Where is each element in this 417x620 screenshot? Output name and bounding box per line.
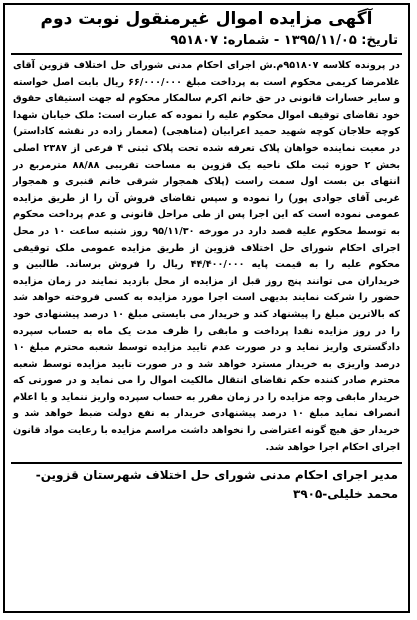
number-label: شماره: <box>222 33 270 48</box>
header-divider <box>11 53 402 55</box>
signature-name: محمد خلیلی-۳۹۰۵ <box>293 487 398 502</box>
signature-block <box>5 466 408 504</box>
meta-separator: - <box>273 33 280 48</box>
notice-meta <box>5 32 408 50</box>
notice-title: آگهی مزایده اموال غیرمنقول نوبت دوم <box>40 9 373 29</box>
signature-divider <box>11 462 402 464</box>
auction-notice <box>3 3 410 613</box>
notice-body: در پرونده کلاسه ۹۵۱۸۰۷م.ش اجرای احکام مدنی شورای حل اختلاف قزوین آقای غلامرضا کریمی محکوم است به پرداخت مبلغ ۶۶/۰۰۰/۰۰۰ ریال بابت اصل خواسته و سایر خسارات قانونی در حق خانم اکرم سالمکار محکوم له جهت استیفای حقوق خود تقاضای توقیف اموال محکوم علیه را نموده که عبارت است: ملک خیابان شهدا کوچه حلاجان کوچه شهید حمید اعرابیان (مناهجی) (معمار زاده در نقشه کاداستر) در معیت نماینده خواهان پلاک تعرفه شده تحت پلاک ثبتی ۴ فرعی از ۲۳۸۷ اصلی بخش ۲ حوزه ثبت ملک ناحیه یک قزوین به مساحت تقریبی ۸۸/۸۸ مترمربع در انتهای بن بست اول سمت راست (پلاک همجوار شرقی خانم قنبری و همجوار غربی آقای جوادی پور) را نموده و سپس تقاضای فروش آن را از طریق مزایده عمومی نموده است که این اجرا پس از طی مراحل قانونی و عدم پرداخت محکوم به توسط محکوم علیه قصد دارد در مورخه ۹۵/۱۱/۳۰ روز شنبه ساعت ۱۰ در محل اجرای احکام شورای حل اختلاف قزوین از طریق مزایده عمومی ملک توقیفی محکوم علیه را به قیمت پایه ۴۴/۴۰۰/۰۰۰ ریال را فروش برساند. طالبین و خریداران می توانند پنج روز قبل از مزایده از محل بازدید نمایند در زمان مزایده حضور را شرکت نمایند بدیهی است اجرا مورد مزایده به کسی فروخته خواهد شد که بالاترین مبلغ را پیشنهاد کند و خریدار می بایستی مبلغ ۱۰ درصد پیشنهادی خود را در روز مزایده نقدا پرداخت و مابقی را ظرف مدت یک ماه به حساب سپرده دادگستری واریز نماید و در صورت عدم تایید مزایده توسط شعبه محترم مبلغ ۱۰ درصد واریزی به خریدار مسترد خواهد شد و در صورت تایید مزایده توسط شعبه محترم صادر کننده حکم تقاضای انتقال مالکیت اموال را می نماید و در صورتی که خریدار مابقی وجه مزایده را در زمان مقرر به حساب سپرده واریز ننماید و یا اعلام انصراف نماید مبلغ ۱۰ درصد پیشنهادی خریدار به نفع دولت ضبط خواهد شد و خریدار حق هیچ گونه اعتراضی را نخواهد داشت مراسم مزایده با رعایت مواد قانون اجرای احکام اجرا خواهد شد. <box>13 60 401 453</box>
number-value: ۹۵۱۸۰۷ <box>170 33 219 48</box>
date-value: ۱۳۹۵/۱۱/۰۵ <box>283 33 357 48</box>
date-label: تاریخ: <box>361 33 398 48</box>
signature-title: مدیر اجرای احکام مدنی شورای حل اختلاف شهرستان قزوین- <box>35 468 398 483</box>
